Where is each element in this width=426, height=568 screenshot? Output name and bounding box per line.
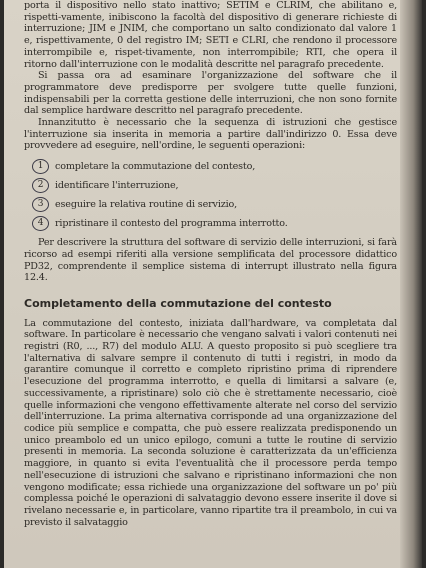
book-page <box>4 0 422 568</box>
step-text: ripristinare il contesto del programma interrotto. <box>55 217 288 229</box>
step-number-circle: 2 <box>32 178 49 193</box>
step-number-circle: 1 <box>32 159 49 174</box>
paragraph-pd32-reference: Per descrivere la struttura del software di servizio delle interruzioni, si farà ricorso ad esempi riferiti alla versione semplificata del processore didattico PD32, comprendente il semplice sistema di interrupt illustrato nella figura 12.4. <box>24 237 397 284</box>
step-number-circle: 4 <box>32 216 49 231</box>
operations-list <box>32 157 397 233</box>
list-item <box>32 195 397 214</box>
step-number-circle: 3 <box>32 197 49 212</box>
step-text: eseguire la relativa routine di servizio, <box>55 198 238 210</box>
paragraph-instructions: porta il dispositivo nello stato inattivo; SETIM e CLRIM, che abilitano e, rispetti-vamente, inibiscono la facoltà del dispositivo di generare richieste di interruzione; JIM e JNIM, che comportano un salto condizionato dal valore 1 e, rispettivamente, 0 del registro IM; SETI e CLRI, che rendono il processore interrompibile e, rispet-tivamente, non interrompibile; RTI, che opera il ritorno dall'interruzione con le modalità descritte nel paragrafo precedente. <box>24 0 397 70</box>
list-item <box>32 214 397 233</box>
paragraph-context-switch: La commutazione del contesto, iniziata dall'hardware, va completata dal software. In particolare è necessario che vengano salvati i valori contenuti nei registri (R0, ..., R7) del modulo ALU. A questo proposito si può scegliere tra l'alternativa di salvare sempre il contenuto di tutti i registri, in modo da garantire comunque il corretto e completo ripristino prima di riprendere l'esecuzione del programma interrotto, e quella di limitarsi a salvare (e, successivamente, a ripristinare) solo ciò che è strettamente necessario, cioè quelle informazioni che vengono effettivamente alterate nel corso del servizio dell'interruzione. La prima alternativa corrisponde ad una organizzazione del codice più semplice e compatta, che può essere realizzata predisponendo un unico preambolo ed un unico epilogo, comuni a tutte le routine di servizio presenti in memoria. La seconda soluzione è caratterizzata da un'efficienza maggiore, in quanto si evita l'eventualità che il processore perda tempo nell'esecuzione di istruzioni che salvano e ripristinano informazioni che non vengono modificate; essa richiede una organizzazione del software un po' più complessa poiché le operazioni di salvataggio devono essere inserite il dove si rivelano necessarie e, in particolare, vanno ripartite tra il preambolo, in cui va previsto il salvataggio <box>24 317 397 528</box>
step-text: completare la commutazione del contesto, <box>55 160 256 172</box>
text-column <box>24 0 397 528</box>
list-item <box>32 157 397 176</box>
book-spine <box>400 0 422 568</box>
step-text: identificare l'interruzione, <box>55 179 179 191</box>
list-item <box>32 176 397 195</box>
paragraph-sequence-address: Innanzitutto è necessario che la sequenza di istruzioni che gestisce l'interruzione sia inserita in memoria a partire dall'indirizzo 0. Essa deve provvedere ad eseguire, nell'ordine, le seguenti operazioni: <box>24 117 397 152</box>
section-heading: Completamento della commutazione del contesto <box>24 296 332 310</box>
paragraph-software-organization: Si passa ora ad esaminare l'organizzazione del software che il programmatore deve predisporre per svolgere tutte quelle funzioni, indispensabili per la corretta gestione delle interruzioni, che non sono fornite dal semplice hardware descritto nel paragrafo precedente. <box>24 70 397 117</box>
